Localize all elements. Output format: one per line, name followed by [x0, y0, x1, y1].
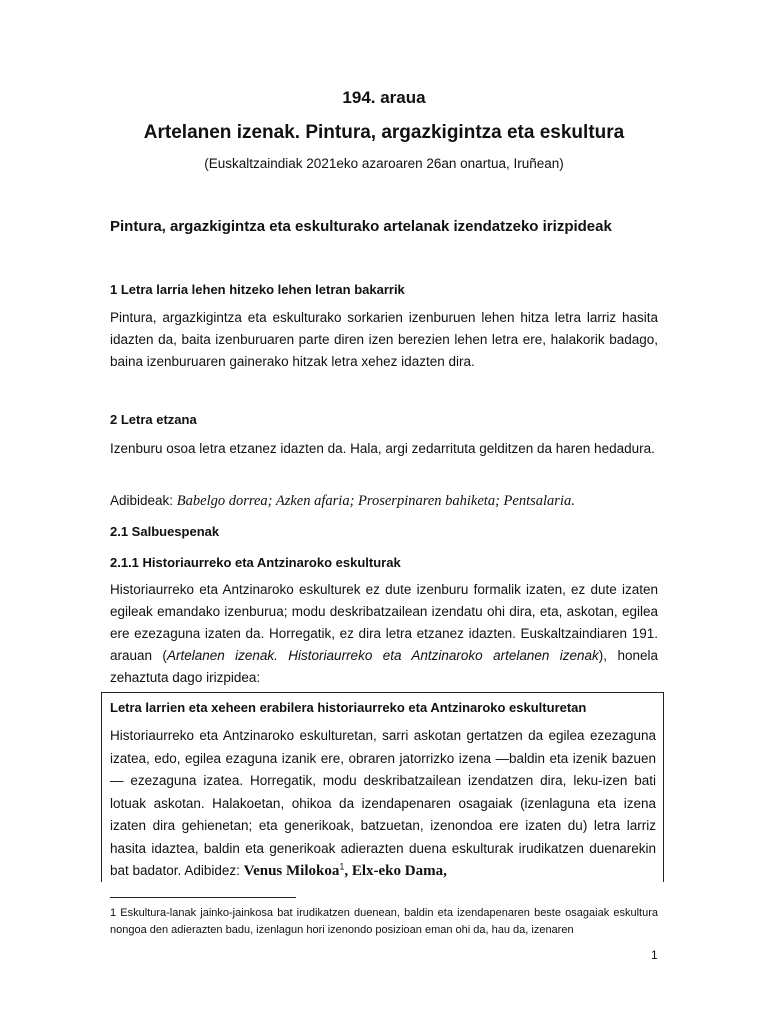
examples-list: Babelgo dorrea; Azken afaria; Proserpinaren bahiketa; Pentsalaria. — [176, 493, 575, 509]
heading-sec211: 2.1.1 Historiaurreko eta Antzinaroko eskulturak — [110, 555, 401, 570]
rule-reference: Artelanen izenak. Historiaurreko eta Antzinaroko artelanen izenak — [166, 648, 599, 663]
rule-number: 194. araua — [342, 88, 426, 107]
page-number: 1 — [651, 948, 658, 962]
examples-line — [110, 490, 658, 512]
quote-box-text — [110, 725, 656, 883]
footnote-ref[interactable]: 1 — [339, 861, 345, 872]
heading-sec2: 2 Letra etzana — [110, 412, 197, 427]
quote-box-body: Historiaurreko eta Antzinaroko eskulturetan, sarri askotan gertatzen da egilea ezezaguna izatea, edo, egilea ezaguna izanik ere, obraren jatorrizko izena —baldin eta izenik bazuen— ezezaguna izatea. Horregatik, modu deskribatzailean izendatzen dira, leku-izen bati lotuak askotan. Halakoetan, ohikoa da izendapenaren osagaiak (izenlaguna eta izena izaten dira gehienetan; eta generikoak, batzuetan, izenondoa ere izaten du) letra larriz hasita idaztea, baldin eta generikoak adierazten duena eskulturak irudikatzen duenarekin bat badator. Adibidez: — [110, 728, 656, 878]
examples-label: Adibideak: — [110, 493, 177, 508]
example-separator: , — [344, 863, 352, 879]
example-venus: Venus Milokoa — [243, 863, 340, 879]
section-title: Pintura, argazkigintza eta eskulturako artelanak izendatzeko irizpideak — [110, 218, 612, 235]
quote-box — [101, 692, 664, 882]
paragraph-sec1: Pintura, argazkigintza eta eskulturako sorkarien izenburuen lehen hitza letra larriz hasita idazten da, baita izenburuaren parte diren izen berezien lehen letra ere, halakorik badago, baina izenburuaren gainerako hitzak letra xehez idazten dira. — [110, 310, 658, 369]
heading-sec1: 1 Letra larria lehen hitzeko lehen letran bakarrik — [110, 282, 405, 297]
paragraph-sec211-a: Historiaurreko eta Antzinaroko eskulturek ez dute izenburu formalik izaten, ez dute izaten egileak emandako izenburua; modu deskribatzailean izendatu ohi dira, eta, askotan, egilea ere ezezaguna izaten da. Horregatik, ez dira letra etzanez idazten. Euskaltzaindiaren 191. arauan ( — [110, 582, 658, 663]
paragraph-sec211 — [110, 579, 658, 689]
heading-sec21: 2.1 Salbuespenak — [110, 524, 220, 539]
page-title: Artelanen izenak. Pintura, argazkigintza eta eskultura — [143, 122, 625, 143]
footnote-text: 1 Eskultura-lanak jainko-jainkosa bat irudikatzen duenean, baldin eta izendapenaren beste osagaiak eskultura nongoa den adierazten badu, izenlagun hori izenondo posizioan eman ohi da, hau da, izenaren — [110, 907, 658, 936]
paragraph-sec2: Izenburu osoa letra etzanez idazten da. Hala, argi zedarrituta gelditzen da haren hedadura. — [110, 441, 655, 456]
quote-box-title: Letra larrien eta xeheen erabilera historiaurreko eta Antzinaroko eskulturetan — [110, 700, 587, 715]
paragraph-sec211-b: ), honela zehaztuta dago irizpidea: — [110, 648, 658, 685]
approval-note: (Euskaltzaindiak 2021eko azaroaren 26an onartua, Iruñean) — [204, 156, 564, 171]
footnote-divider — [110, 897, 296, 898]
example-elx: Elx-eko Dama, — [351, 863, 447, 879]
